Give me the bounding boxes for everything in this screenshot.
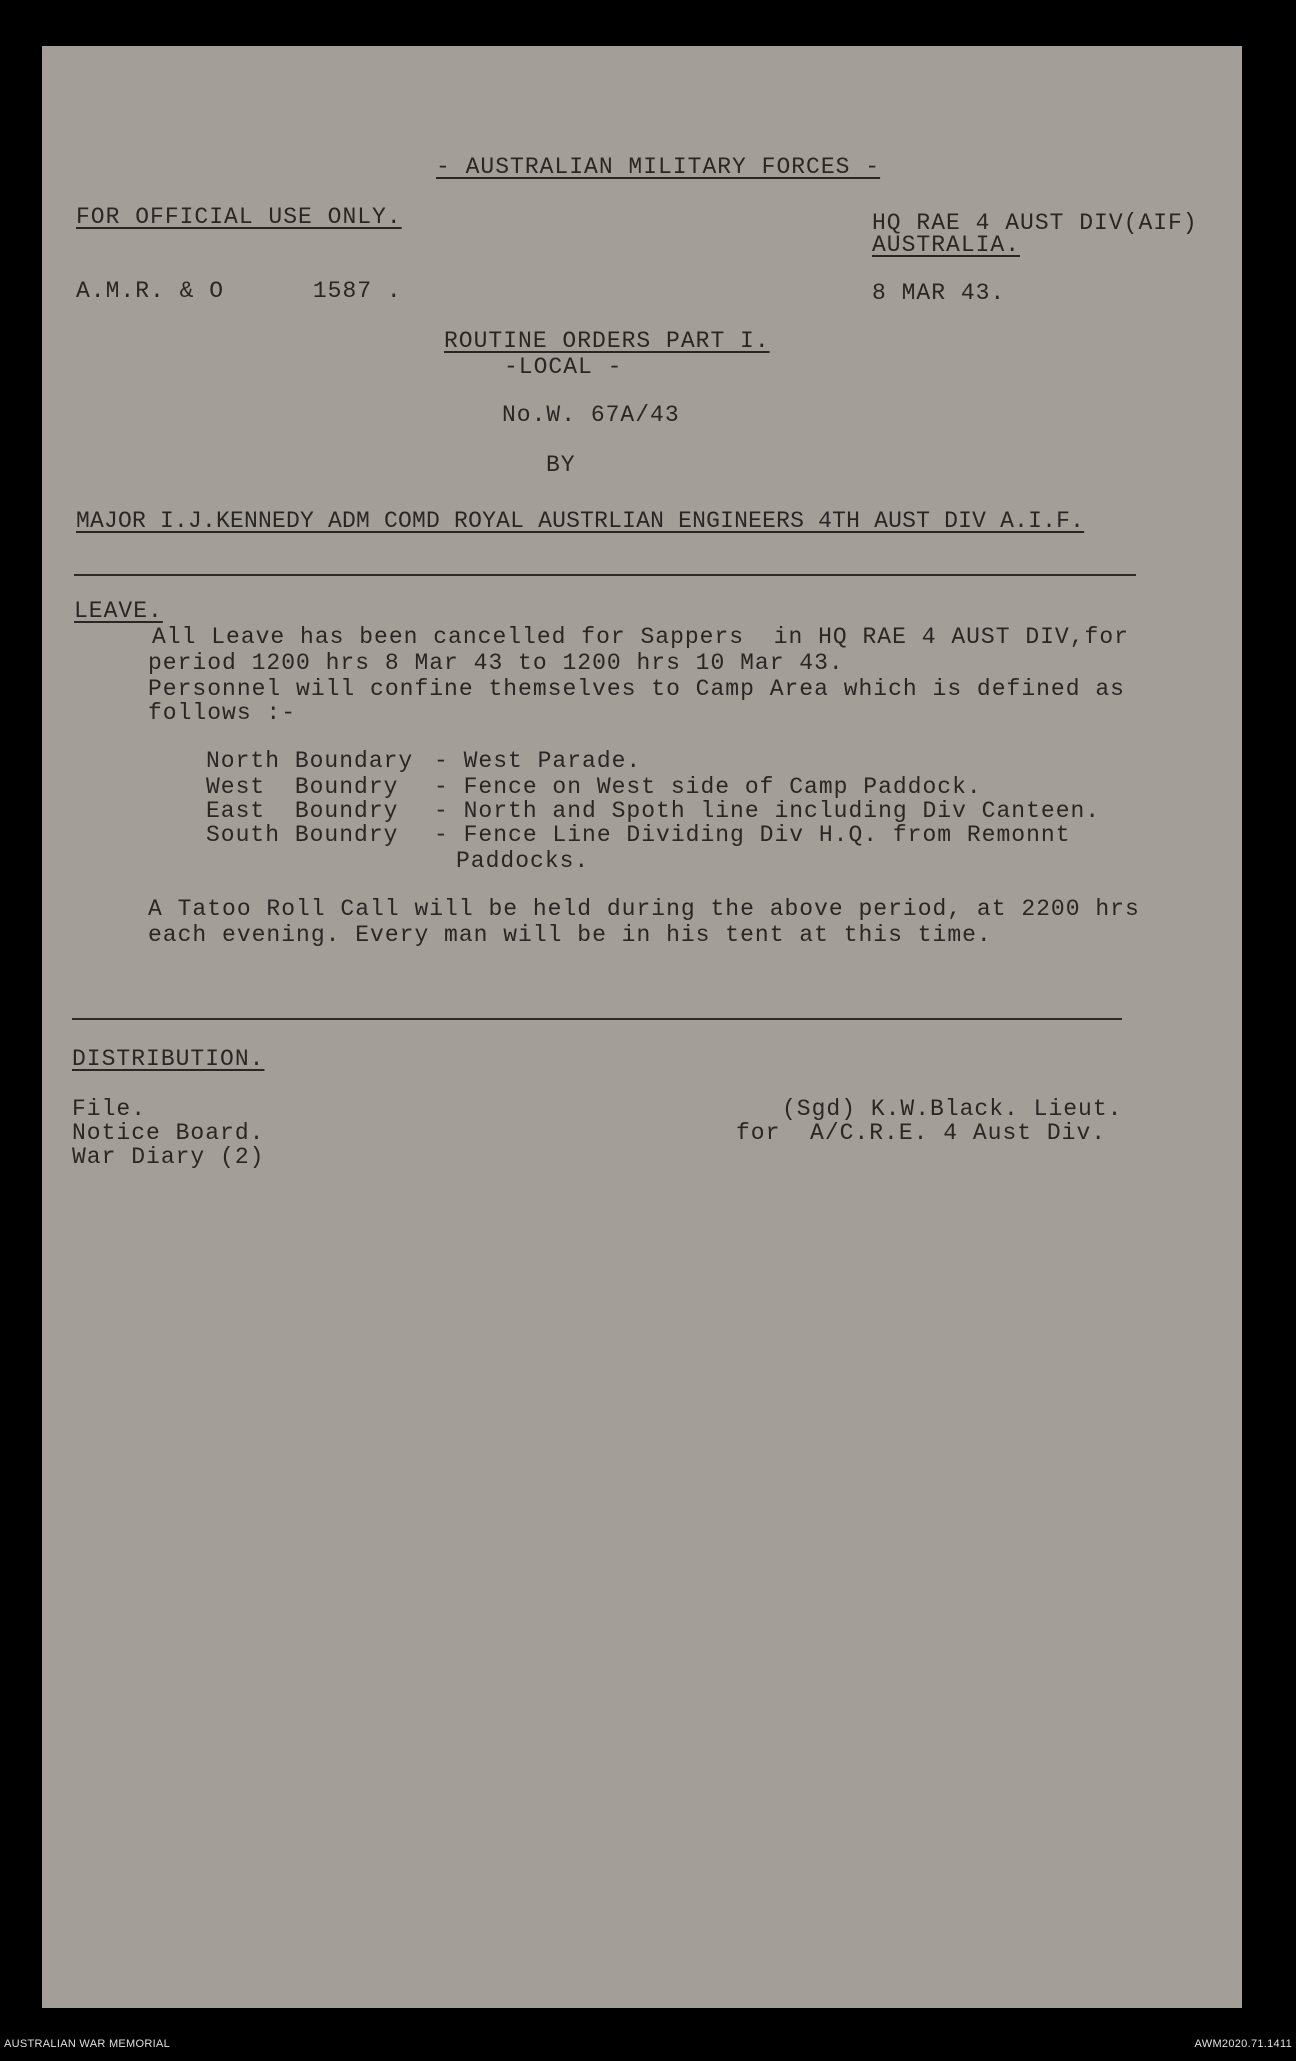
boundary-description: - West Parade. xyxy=(434,748,642,774)
boundary-name: South Boundry xyxy=(206,822,399,848)
boundary-name: West Boundry xyxy=(206,774,399,800)
distribution-item: File. xyxy=(72,1096,147,1122)
boundary-description: - North and Spoth line including Div Canteen. xyxy=(434,798,1101,824)
divider-line xyxy=(72,1018,1122,1020)
document-date: 8 MAR 43. xyxy=(872,280,1006,306)
tatoo-text-line: each evening. Every man will be in his tent at this time. xyxy=(148,922,992,948)
distribution-item: Notice Board. xyxy=(72,1120,265,1146)
issuing-officer: MAJOR I.J.KENNEDY ADM COMD ROYAL AUSTRLIAN ENGINEERS 4TH AUST DIV A.I.F. xyxy=(76,508,1085,534)
footer-source: AUSTRALIAN WAR MEMORIAL xyxy=(4,2038,171,2050)
leave-text-line: follows :- xyxy=(148,700,297,726)
tatoo-text-line: A Tatoo Roll Call will be held during the above period, at 2200 hrs xyxy=(148,896,1140,922)
boundary-name: East Boundry xyxy=(206,798,399,824)
leave-heading: LEAVE. xyxy=(74,598,163,624)
signature-line: (Sgd) K.W.Black. Lieut. xyxy=(782,1096,1123,1122)
leave-text-line: All Leave has been cancelled for Sappers in HQ RAE 4 AUST DIV,for xyxy=(152,624,1129,650)
signature-line: for A/C.R.E. 4 Aust Div. xyxy=(736,1120,1107,1146)
orders-title: ROUTINE ORDERS PART I. xyxy=(444,328,770,354)
distribution-heading: DISTRIBUTION. xyxy=(72,1046,265,1072)
boundary-continuation: Paddocks. xyxy=(456,848,590,874)
footer-accession: AWM2020.71.1411 xyxy=(1194,2038,1292,2050)
document-heading: - AUSTRALIAN MILITARY FORCES - xyxy=(436,154,881,180)
orders-by: BY xyxy=(546,452,576,478)
boundary-description: - Fence on West side of Camp Paddock. xyxy=(434,774,982,800)
boundary-description: - Fence Line Dividing Div H.Q. from Remonnt xyxy=(434,822,1071,848)
security-classification: FOR OFFICIAL USE ONLY. xyxy=(76,204,402,230)
hq-line-1: HQ RAE 4 AUST DIV(AIF) xyxy=(872,210,1198,236)
leave-text-line: Personnel will confine themselves to Camp Area which is defined as xyxy=(148,676,1125,702)
boundary-name: North Boundary xyxy=(206,748,414,774)
leave-text-line: period 1200 hrs 8 Mar 43 to 1200 hrs 10 Mar 43. xyxy=(148,650,844,676)
orders-number: No.W. 67A/43 xyxy=(502,402,680,428)
orders-subtitle: -LOCAL - xyxy=(504,354,623,380)
distribution-item: War Diary (2) xyxy=(72,1144,265,1170)
divider-line xyxy=(74,574,1136,576)
hq-line-2: AUSTRALIA. xyxy=(872,232,1021,258)
reference-number: A.M.R. & O 1587 . xyxy=(76,278,402,304)
